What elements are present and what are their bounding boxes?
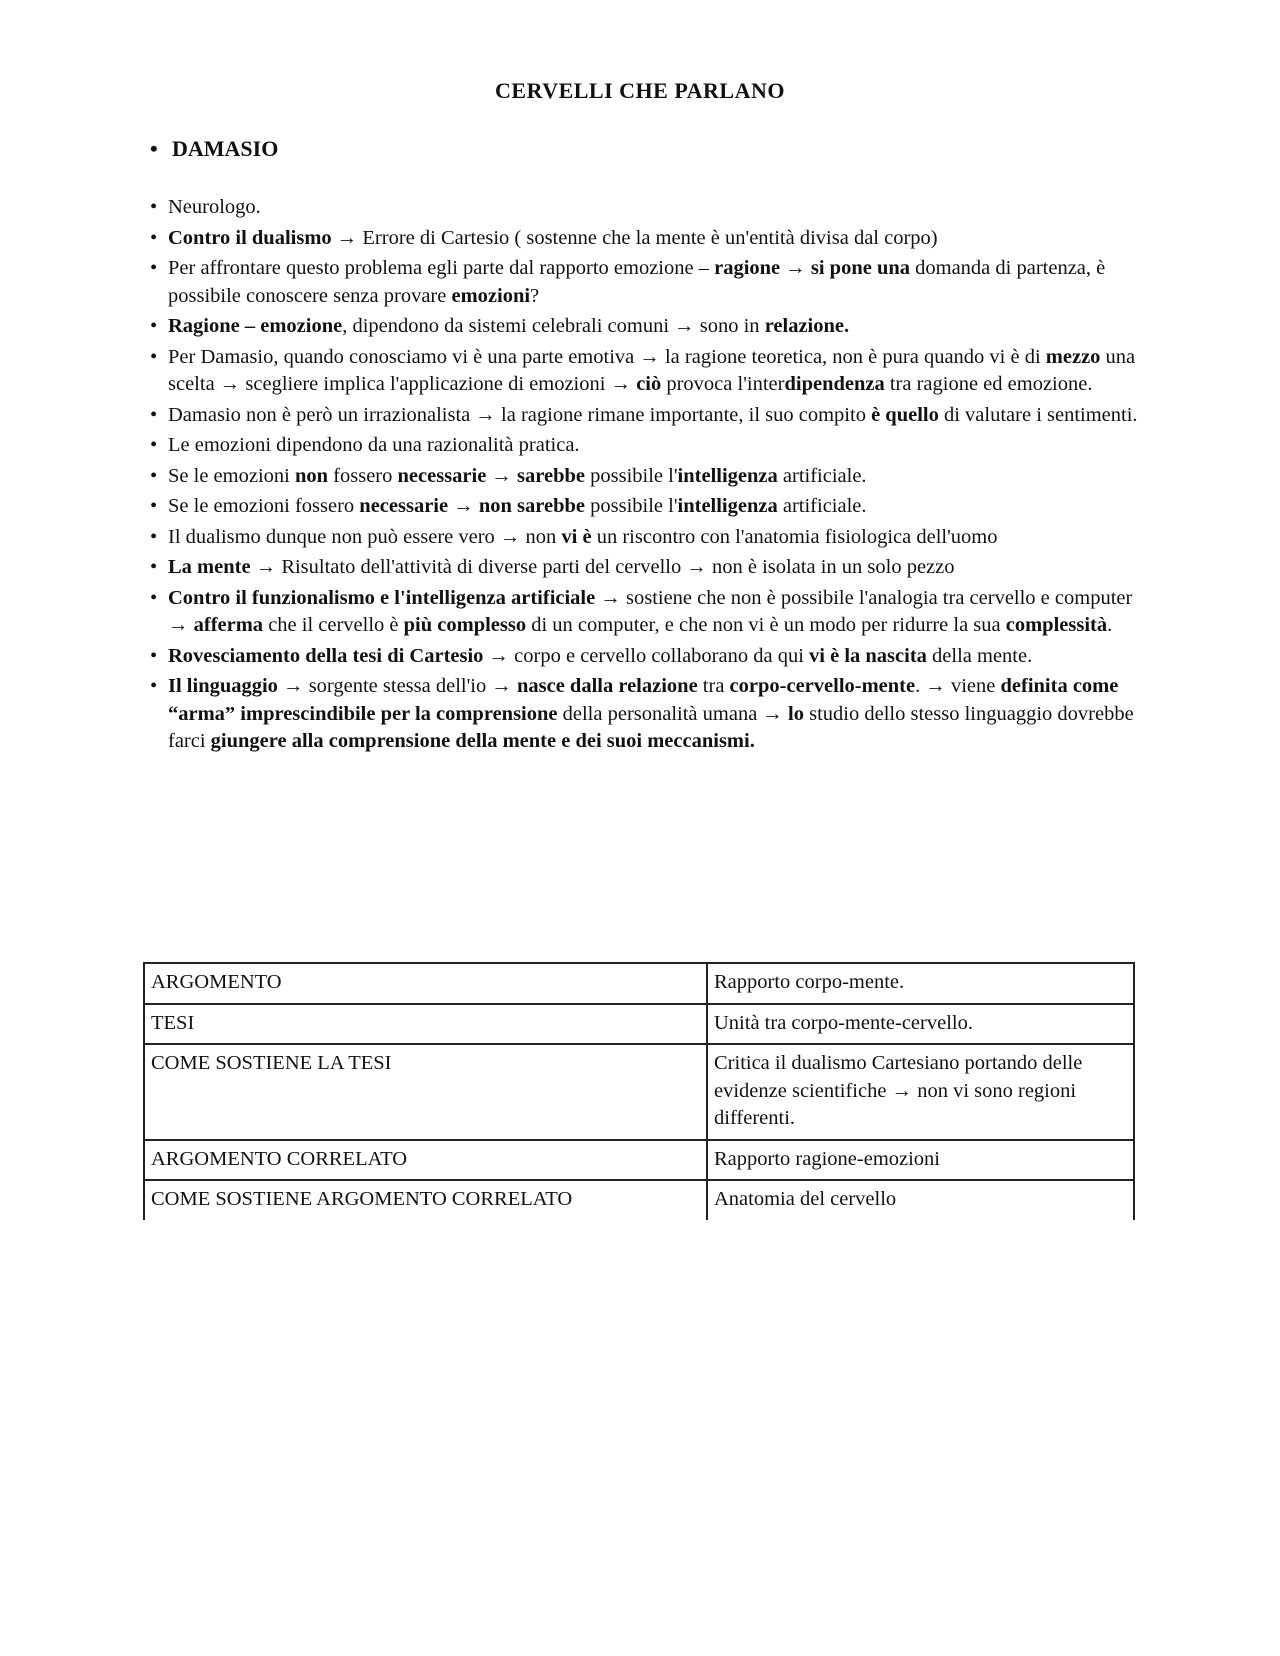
bullet-text-bold: necessarie → sarebbe xyxy=(397,464,586,487)
bullet-text-bold: vi è xyxy=(561,525,592,548)
bullet-text: Se le emozioni fossero xyxy=(168,495,360,517)
bullet-text: → Risultato dell'attività di diverse parti del cervello → non è isolata in un solo pezzo xyxy=(250,556,955,578)
bullet-text-bold: definita come “arma” imprescindibile per la comprensione xyxy=(168,675,1119,725)
bullet-text: domanda di partenza, è possibile conoscere senza provare xyxy=(168,257,1106,307)
bullet-item xyxy=(150,255,1140,310)
bullet-item xyxy=(150,585,1140,640)
table-key-cell: ARGOMENTO CORRELATO xyxy=(144,1140,707,1181)
bullet-icon: • xyxy=(150,136,158,161)
bullet-text-bold: giungere alla comprensione della mente e dei suoi meccanismi. xyxy=(210,730,755,752)
bullet-text: un riscontro con l'anatomia fisiologica dell'uomo xyxy=(591,525,998,548)
table-row xyxy=(144,1180,1134,1220)
bullet-text-bold: non xyxy=(294,464,329,487)
table-row xyxy=(144,1044,1134,1140)
bullet-text: Damasio non è però un irrazionalista → la ragione rimane importante, il suo compito xyxy=(168,403,872,426)
bullet-item xyxy=(150,344,1140,399)
bullet-text-bold: Rovesciamento della tesi di Cartesio xyxy=(168,644,484,667)
table-value-cell: Critica il dualismo Cartesiano portando delle evidenze scientifiche → non vi sono regioni differenti. xyxy=(707,1044,1134,1140)
document-title: CERVELLI CHE PARLANO xyxy=(495,78,785,103)
bullet-text-bold: → ciò xyxy=(610,373,662,395)
bullet-text: Neurologo. xyxy=(168,196,261,218)
bullet-text: tra xyxy=(697,675,730,697)
table-value-cell: Anatomia del cervello xyxy=(707,1180,1134,1220)
bullet-text: che il cervello è xyxy=(263,614,404,636)
bullet-text: della personalità umana xyxy=(557,702,763,725)
bullet-item xyxy=(150,493,1140,521)
bullet-text-bold: ragione → si pone una xyxy=(714,257,911,279)
table-value-cell: Unità tra corpo-mente-cervello. xyxy=(707,1004,1134,1045)
bullet-item xyxy=(150,554,1140,582)
bullet-text: Se le emozioni xyxy=(168,464,295,487)
bullet-text-bold: intelligenza xyxy=(677,464,778,487)
summary-table xyxy=(143,962,1135,1220)
bullet-text: artificiale. xyxy=(777,495,867,517)
bullet-text: fossero xyxy=(328,464,398,487)
bullet-text: → Errore di Cartesio ( sostenne che la mente è un'entità divisa dal corpo) xyxy=(331,226,938,249)
bullet-item xyxy=(150,643,1140,671)
bullet-item xyxy=(150,313,1140,341)
bullet-text: studio dello stesso linguaggio dovrebbe farci xyxy=(168,702,1134,752)
bullet-text-bold: Contro il funzionalismo e l'intelligenza artificiale xyxy=(168,586,596,609)
bullet-text-bold: più complesso xyxy=(403,614,527,636)
bullet-text-bold: corpo-cervello-mente xyxy=(729,675,916,697)
bullet-text-bold: Ragione – emozione xyxy=(168,315,343,337)
bullet-text: . xyxy=(1107,614,1113,636)
section-heading-text: DAMASIO xyxy=(172,136,279,161)
bullet-text: di valutare i sentimenti. xyxy=(938,403,1138,426)
table-value-cell: Rapporto ragione-emozioni xyxy=(707,1140,1134,1181)
bullet-text: Per affrontare questo problema egli parte dal rapporto emozione – xyxy=(168,257,715,279)
bullet-text-bold: relazione. xyxy=(764,315,850,337)
bullet-text-bold: Il linguaggio xyxy=(168,675,278,697)
bullet-item xyxy=(150,432,1140,460)
bullet-text-bold: Contro il dualismo xyxy=(168,226,332,249)
bullet-item xyxy=(150,524,1140,552)
table-key-cell: ARGOMENTO xyxy=(144,963,707,1004)
bullet-text-bold: nasce dalla relazione xyxy=(516,675,698,697)
bullet-text: possibile l' xyxy=(585,464,678,487)
bullet-text: ? xyxy=(530,284,540,307)
section-heading xyxy=(150,136,278,162)
table-row xyxy=(144,963,1134,1004)
bullet-text-bold: emozioni xyxy=(451,284,531,307)
bullet-text: una scelta → scegliere implica l'applicazione di emozioni xyxy=(168,345,1136,395)
bullet-text: tra ragione ed emozione. xyxy=(884,373,1093,395)
table-key-cell: COME SOSTIENE LA TESI xyxy=(144,1044,707,1140)
bullet-text-bold: afferma xyxy=(193,614,264,636)
bullet-text: , dipendono da sistemi celebrali comuni → sono in xyxy=(342,315,765,337)
table-key-cell: COME SOSTIENE ARGOMENTO CORRELATO xyxy=(144,1180,707,1220)
table-key-cell: TESI xyxy=(144,1004,707,1045)
bullet-text: artificiale. xyxy=(777,464,867,487)
bullet-text: . → viene xyxy=(915,675,1001,697)
bullet-text: → sostiene che non è possibile l'analogia tra cervello e computer → xyxy=(168,586,1133,636)
bullet-text: possibile l' xyxy=(584,495,678,517)
bullet-item xyxy=(150,463,1140,491)
bullet-text-bold: La mente xyxy=(168,556,251,578)
bullet-text-bold: è quello xyxy=(871,403,939,426)
table-row xyxy=(144,1140,1134,1181)
bullet-text: Il dualismo dunque non può essere vero → non xyxy=(168,525,562,548)
bullet-text: provoca l'inter xyxy=(661,373,785,395)
bullet-item xyxy=(150,225,1140,253)
table-row xyxy=(144,1004,1134,1045)
bullet-text-bold: mezzo xyxy=(1045,345,1101,368)
bullet-item xyxy=(150,402,1140,430)
bullet-text: di un computer, e che non vi è un modo per ridurre la sua xyxy=(526,614,1006,636)
bullet-text-bold: dipendenza xyxy=(784,373,885,395)
bullet-item xyxy=(150,673,1140,756)
bullet-text: Le emozioni dipendono da una razionalità pratica. xyxy=(168,434,580,456)
bullet-text: → corpo e cervello collaborano da qui xyxy=(483,644,810,667)
bullet-text: → sorgente stessa dell'io → xyxy=(277,675,517,697)
bullet-text-bold: intelligenza xyxy=(677,495,778,517)
bullet-text-bold: → lo xyxy=(762,702,804,725)
bullet-text: Per Damasio, quando conosciamo vi è una parte emotiva → la ragione teoretica, non è pura quando vi è di xyxy=(168,345,1046,368)
bullet-text: della mente. xyxy=(926,644,1033,667)
bullet-list xyxy=(150,194,1140,759)
bullet-text-bold: vi è la nascita xyxy=(809,644,927,667)
bullet-text-bold: necessarie → non sarebbe xyxy=(359,495,585,517)
bullet-item xyxy=(150,194,1140,222)
table-value-cell: Rapporto corpo-mente. xyxy=(707,963,1134,1004)
bullet-text-bold: complessità xyxy=(1005,614,1108,636)
